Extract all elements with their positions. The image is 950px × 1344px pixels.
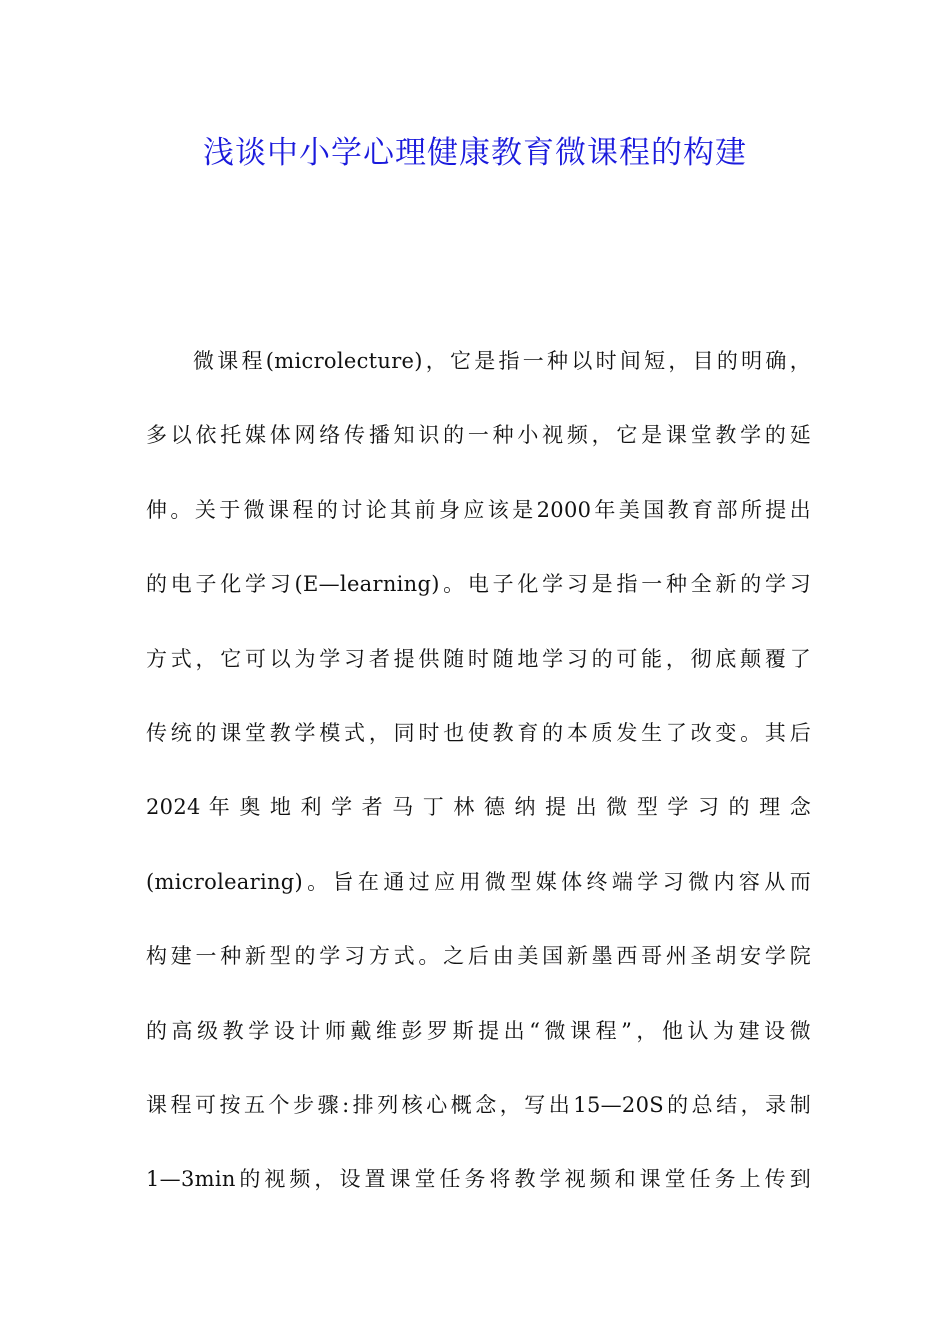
paragraph-line: 2024 年 奥 地 利 学 者 马 丁 林 德 纳 提 出 微 型 学 习 的 理 念 xyxy=(146,795,811,820)
paragraph-line: 方式，它可以为学习者提供随时随地学习的可能，彻底颠覆了 xyxy=(146,646,811,671)
paragraph-line: 多以依托媒体网络传播知识的一种小视频，它是课堂教学的延 xyxy=(146,423,811,448)
paragraph-line: 构建一种新型的学习方式。之后由美国新墨西哥州圣胡安学院 xyxy=(146,944,811,969)
paragraph-line: 伸。关于微课程的讨论其前身应该是2000年美国教育部所提出 xyxy=(146,497,811,522)
document-title: 浅谈中小学心理健康教育微课程的构建 xyxy=(203,135,747,171)
body-paragraph xyxy=(146,336,811,1229)
paragraph-line: 的高级教学设计师戴维彭罗斯提出“微课程”，他认为建设微 xyxy=(146,1018,811,1043)
paragraph-line: 传统的课堂教学模式，同时也使教育的本质发生了改变。其后 xyxy=(146,720,811,745)
paragraph-line: 微课程(microlecture)，它是指一种以时间短，目的明确， xyxy=(193,349,811,373)
paragraph-line: (microlearing)。旨在通过应用微型媒体终端学习微内容从而 xyxy=(146,869,811,894)
paragraph-line: 课程可按五个步骤:排列核心概念，写出15—20S的总结，录制 xyxy=(146,1092,811,1117)
paragraph-line: 1—3min的视频，设置课堂任务将教学视频和课堂任务上传到 xyxy=(146,1167,811,1192)
paragraph-line: 的电子化学习(E—learning)。电子化学习是指一种全新的学习 xyxy=(146,572,811,597)
